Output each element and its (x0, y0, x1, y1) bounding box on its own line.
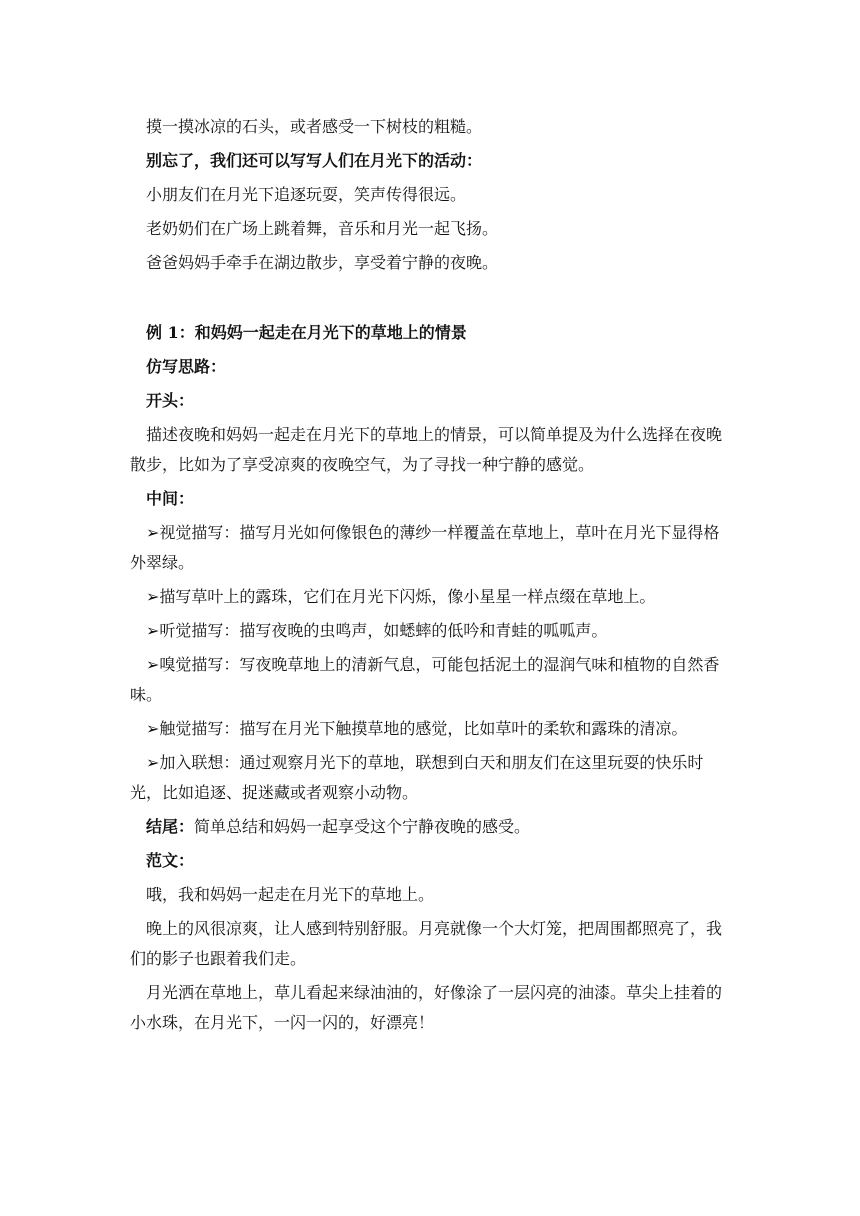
document-body (130, 110, 730, 1040)
ending-line (130, 810, 730, 844)
bullet-text: 描写草叶上的露珠，它们在月光下闪烁，像小星星一样点缀在草地上。 (159, 587, 656, 606)
ending-label: 结尾： (146, 817, 195, 836)
bullet-item (130, 712, 730, 746)
essay-paragraph: 哦，我和妈妈一起走在月光下的草地上。 (146, 885, 435, 904)
bullet-text: 写夜晚草地上的清新气息，可能包括泥土的湿润气味和植物的自然香味。 (130, 655, 720, 704)
approach-heading: 仿写思路： (146, 357, 227, 376)
bullet-label: 触觉描写： (159, 719, 240, 738)
bullet-arrow-icon: ➢ (146, 719, 160, 738)
bullet-label: 听觉描写： (159, 621, 240, 640)
bullet-arrow-icon: ➢ (146, 621, 160, 640)
example-title: 例 1：和妈妈一起走在月光下的草地上的情景 (146, 323, 467, 342)
bullet-arrow-icon: ➢ (146, 753, 160, 772)
opening-text: 描述夜晚和妈妈一起走在月光下的草地上的情景，可以简单提及为什么选择在夜晚散步，比如为了享受凉爽的夜晚空气，为了寻找一种宁静的感觉。 (130, 425, 723, 474)
intro-line: 摸一摸冰凉的石头，或者感受一下树枝的粗糙。 (146, 117, 483, 136)
bullet-text: 描写月光如何像银色的薄纱一样覆盖在草地上，草叶在月光下显得格外翠绿。 (130, 523, 720, 572)
activity-line: 小朋友们在月光下追逐玩耍，笑声传得很远。 (146, 185, 467, 204)
activity-line: 老奶奶们在广场上跳着舞，音乐和月光一起飞扬。 (146, 219, 499, 238)
activities-heading: 别忘了，我们还可以写写人们在月光下的活动： (146, 151, 483, 170)
bullet-text: 描写夜晚的虫鸣声，如蟋蟀的低吟和青蛙的呱呱声。 (239, 621, 608, 640)
ending-text: 简单总结和妈妈一起享受这个宁静夜晚的感受。 (194, 817, 531, 836)
bullet-text: 描写在月光下触摸草地的感觉，比如草叶的柔软和露珠的清凉。 (239, 719, 688, 738)
bullet-arrow-icon: ➢ (146, 655, 160, 674)
bullet-arrow-icon: ➢ (146, 523, 160, 542)
bullet-item (130, 580, 730, 614)
bullet-item (130, 516, 730, 580)
bullet-item (130, 746, 730, 810)
bullet-text: 通过观察月光下的草地，联想到白天和朋友们在这里玩耍的快乐时光，比如追逐、捉迷藏或者观察小动物。 (130, 753, 704, 802)
middle-heading: 中间： (146, 489, 195, 508)
bullet-item (130, 614, 730, 648)
spacer (130, 280, 730, 316)
essay-heading: 范文： (146, 851, 195, 870)
essay-paragraph: 晚上的风很凉爽，让人感到特别舒服。月亮就像一个大灯笼，把周围都照亮了，我们的影子也跟着我们走。 (130, 919, 723, 968)
activity-line: 爸爸妈妈手牵手在湖边散步，享受着宁静的夜晚。 (146, 253, 499, 272)
opening-heading: 开头： (146, 391, 195, 410)
bullet-label: 加入联想： (159, 753, 240, 772)
essay-paragraph: 月光洒在草地上，草儿看起来绿油油的，好像涂了一层闪亮的油漆。草尖上挂着的小水珠，在月光下，一闪一闪的，好漂亮！ (130, 983, 723, 1032)
bullet-arrow-icon: ➢ (146, 587, 160, 606)
bullet-label: 视觉描写： (159, 523, 240, 542)
bullet-item (130, 648, 730, 712)
bullet-label: 嗅觉描写： (159, 655, 240, 674)
